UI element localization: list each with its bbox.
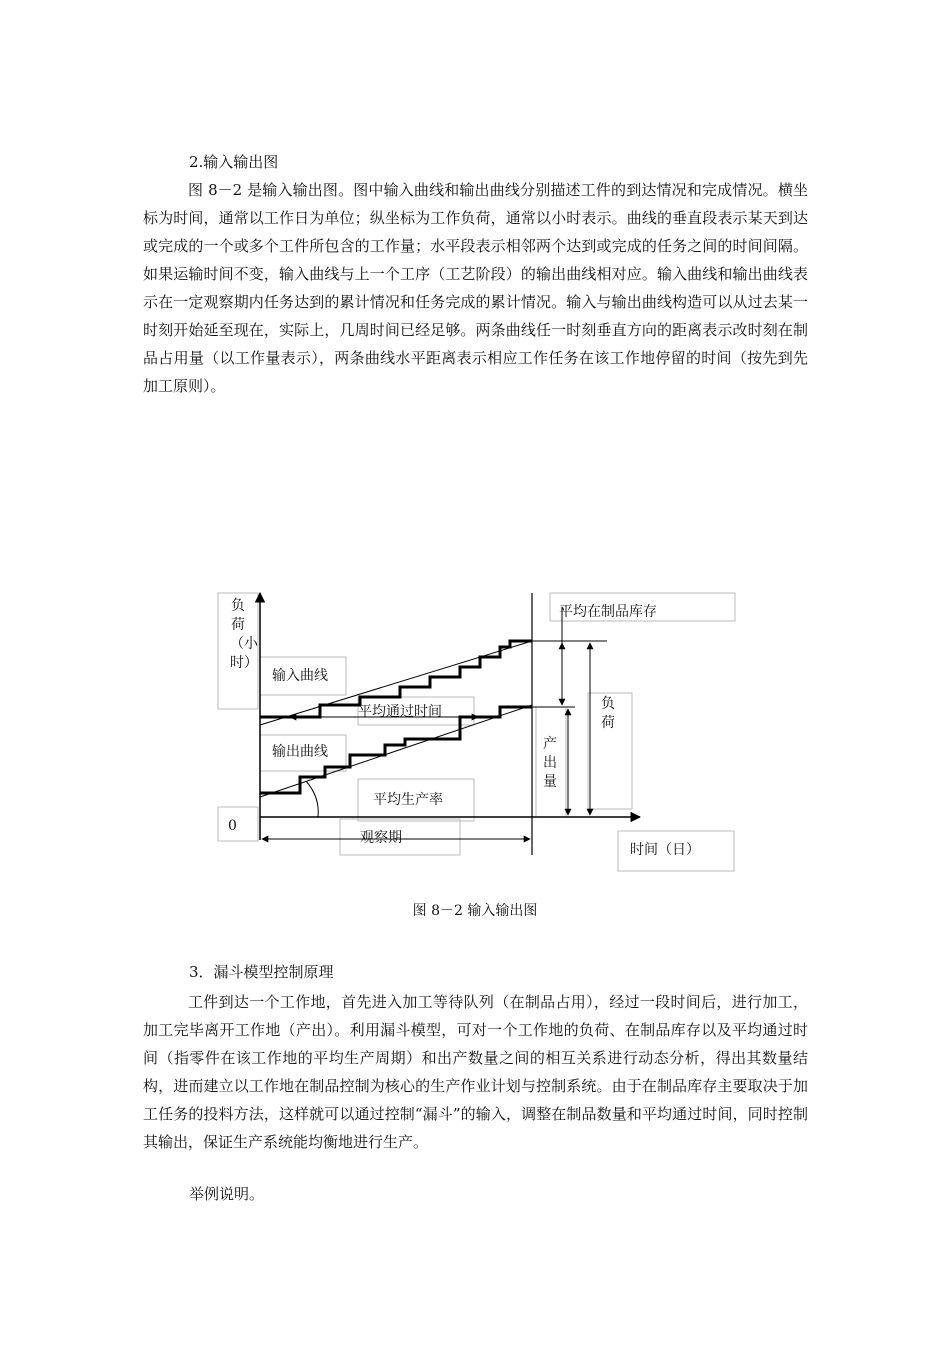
load-label: 负荷	[601, 696, 615, 731]
avg-production-rate-label: 平均生产率	[373, 792, 443, 808]
diagram-canvas	[210, 585, 750, 875]
figure-caption: 图 8－2 输入输出图	[412, 903, 538, 919]
section-3-paragraph: 工件到达一个工作地，首先进入加工等待队列（在制品占用），经过一段时间后，进行加工，加工完毕离开工作地（产出）。利用漏斗模型，可对一个工作地的负荷、在制品库存以及平均通过时间（指零件在该工作地的平均生产周期）和出产数量之间的相互关系进行动态分析，得出其数量结构，进而建立以工作地在制品控制为核心的生产作业计划与控制系统。由于在制品库存主要取决于加工任务的投料方法，这样就可以通过控制“漏斗”的输入，调整在制品数量和平均通过时间，同时控制其输出，保证生产系统能均衡地进行生产。	[143, 993, 808, 1151]
y-axis-label: 负荷（小时）	[230, 598, 258, 671]
output-qty-label: 产出量	[543, 736, 557, 790]
avg-throughput-time-label: 平均通过时间	[358, 704, 442, 720]
input-curve-label: 输入曲线	[272, 668, 328, 684]
avg-wip-label: 平均在制品库存	[559, 604, 657, 620]
section-2-paragraph: 图 8－2 是输入输出图。图中输入曲线和输出曲线分别描述工件的到达情况和完成情况。横坐标为时间，通常以工作日为单位；纵坐标为工作负荷，通常以小时表示。曲线的垂直段表示某天到达或完成的一个或多个工件所包含的工作量；水平段表示相邻两个达到或完成的任务之间的时间间隔。如果运输时间不变，输入曲线与上一个工序（工艺阶段）的输出曲线相对应。输入曲线和输出曲线表示在一定观察期内任务达到的累计情况和任务完成的累计情况。输入与输出曲线构造可以从过去某一时刻开始延至现在，实际上，几周时间已经足够。两条曲线任一时刻垂直方向的距离表示改时刻在制品占用量（以工作量表示），两条曲线水平距离表示相应工作任务在该工作地停留的时间（按先到先加工原则）。	[143, 181, 808, 395]
x-axis-label: 时间（日）	[630, 842, 700, 858]
example-line: 举例说明。	[189, 1185, 265, 1203]
output-curve-label: 输出曲线	[272, 744, 328, 760]
section-2-heading: 2.输入输出图	[189, 153, 279, 171]
production-rate-angle-arc	[306, 781, 318, 817]
observation-period-label: 观察期	[360, 830, 402, 846]
origin-label: 0	[228, 818, 237, 834]
input-output-diagram	[210, 585, 750, 875]
section-3-heading: 3．漏斗模型控制原理	[189, 963, 334, 981]
label-boxes	[218, 593, 735, 871]
